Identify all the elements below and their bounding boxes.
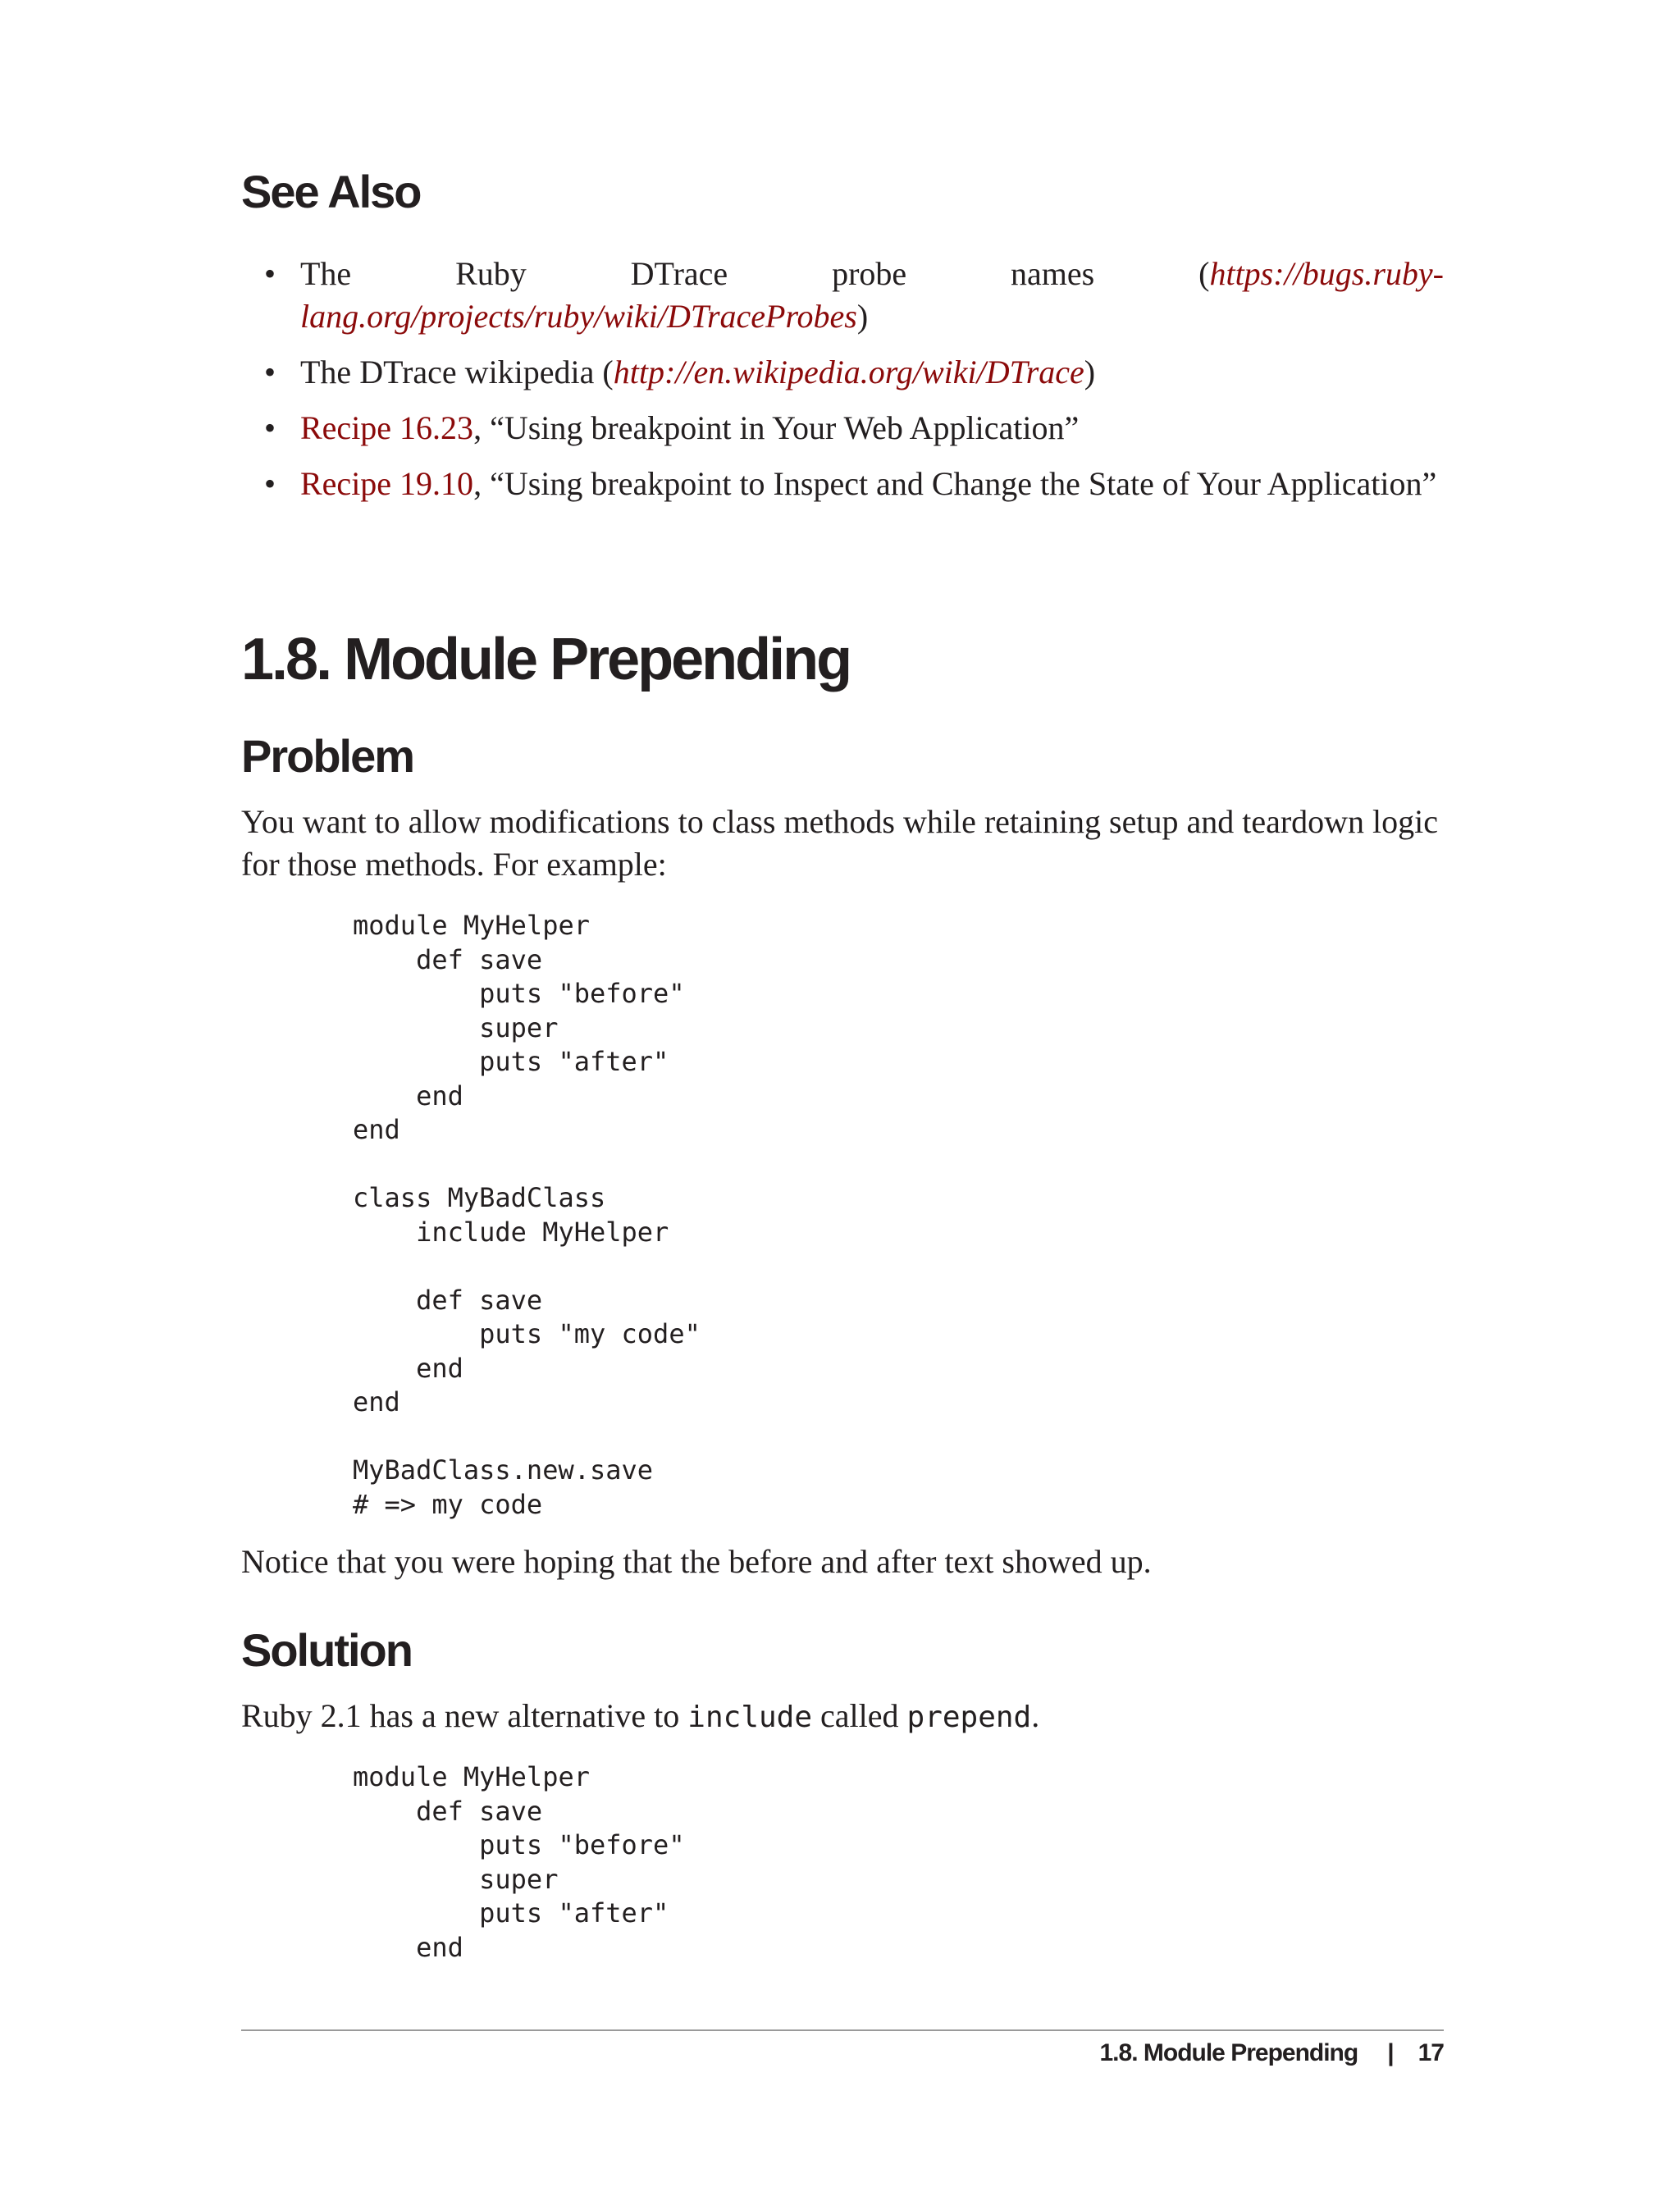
include-code: include: [687, 1701, 813, 1734]
problem-code-block: module MyHelper def save puts "before" super puts "after" end end class MyBadClass include MyHelper def save puts "my code" end end MyBadClass.new.save # => my code: [353, 910, 701, 1520]
list-item: • The Ruby DTrace probe names (https://bugs.ruby-lang.org/projects/ruby/wiki/DTraceProbes): [241, 253, 1444, 338]
dtrace-wikipedia-link[interactable]: http://en.wikipedia.org/wiki/DTrace: [613, 354, 1084, 390]
see-also-list: [241, 253, 1444, 518]
notice-text: Notice that you were hoping that the before and after text showed up.: [241, 1543, 1152, 1580]
see-also-heading: See Also: [241, 166, 421, 217]
footer-separator: |: [1387, 2039, 1394, 2066]
list-item: • Recipe 16.23, “Using breakpoint in Your Web Application”: [241, 407, 1444, 450]
problem-heading: Problem: [241, 730, 414, 782]
prepend-code: prepend: [906, 1701, 1032, 1734]
footer-rule: [241, 2029, 1444, 2031]
section-title: 1.8. Module Prepending: [241, 627, 851, 692]
dtrace-probes-link[interactable]: https://bugs.ruby-lang.org/projects/ruby/wiki/DTraceProbes: [300, 255, 1444, 335]
problem-text: You want to allow modifications to class methods while retaining setup and teardown logic for those methods. For example:: [241, 803, 1439, 883]
recipe-19-10-link[interactable]: Recipe 19.10: [300, 465, 474, 502]
solution-heading: Solution: [241, 1624, 412, 1676]
solution-text: Ruby 2.1 has a new alternative to include called prepend.: [241, 1697, 1040, 1734]
list-item: • Recipe 19.10, “Using breakpoint to Inspect and Change the State of Your Application”: [241, 463, 1444, 505]
page-footer: [1100, 2039, 1445, 2067]
list-item: • The DTrace wikipedia (http://en.wikipedia.org/wiki/DTrace): [241, 351, 1444, 394]
solution-code-block: module MyHelper def save puts "before" super puts "after" end: [353, 1761, 685, 1963]
recipe-16-23-link[interactable]: Recipe 16.23: [300, 409, 474, 446]
page-number: 17: [1418, 2039, 1444, 2066]
footer-section-title: 1.8. Module Prepending: [1099, 2039, 1358, 2066]
